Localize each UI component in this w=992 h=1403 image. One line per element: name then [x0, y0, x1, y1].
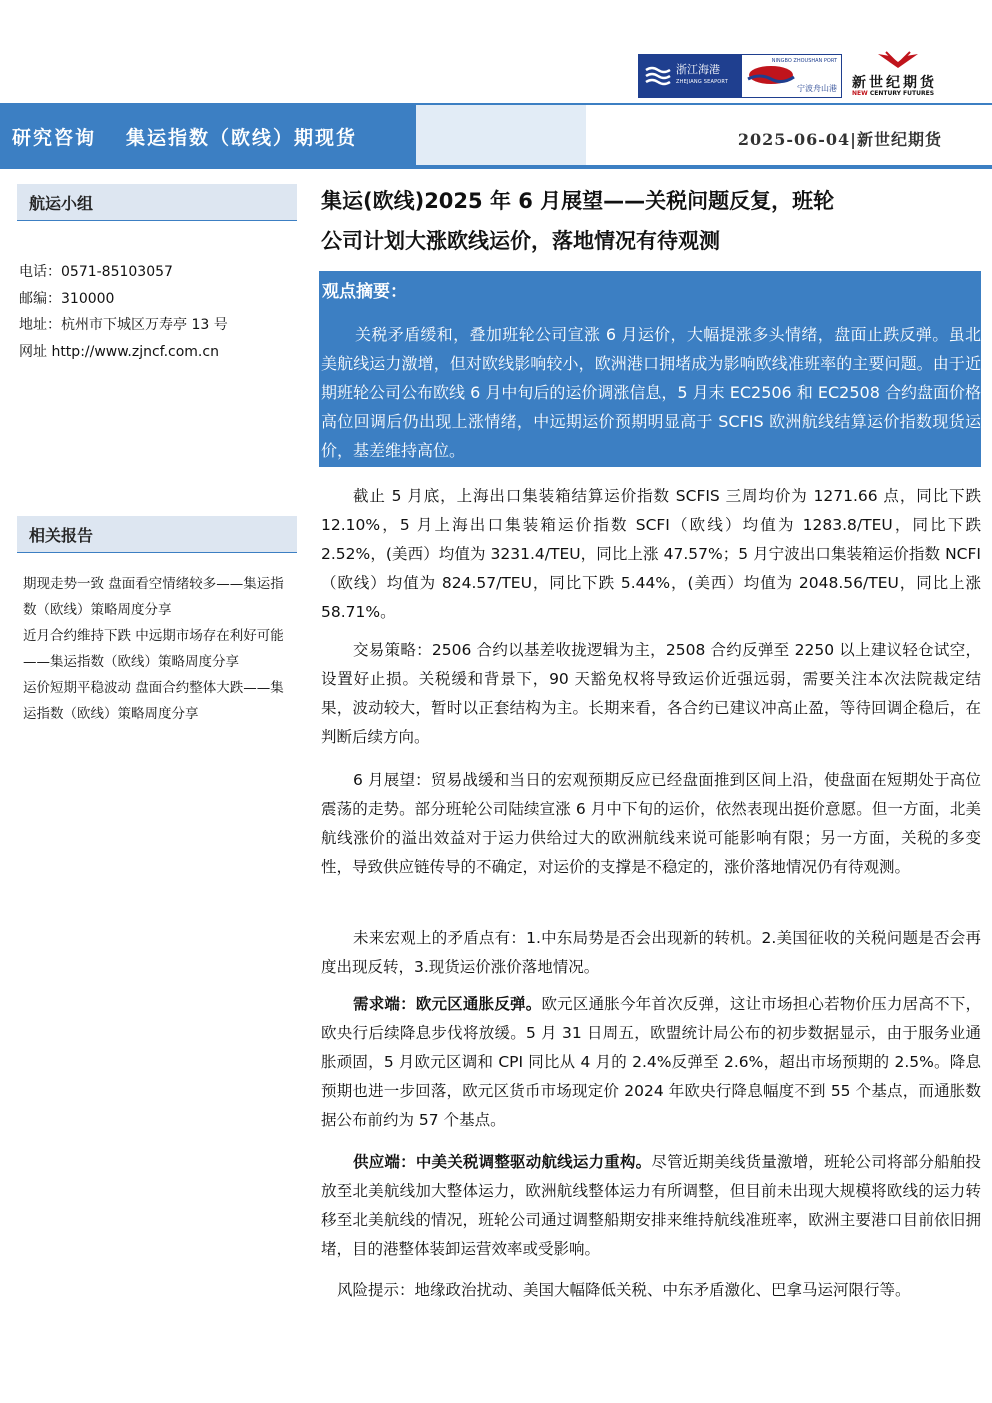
new-century-en-rest: CENTURY FUTURES — [867, 90, 935, 97]
contact-website[interactable]: 网址 http://www.zjncf.com.cn — [19, 343, 219, 360]
supply-side-text: 尽管近期美线货量激增，班轮公司将部分船舶投放至北美航线加大整体运力，欧洲航线整体运力有所调整，但目前未出现大规模将欧线的运力转移至北美航线的情况，班轮公司通过调整船期安排来维持航线准班率，欧洲主要港口目前依旧拥堵，目的港整体装卸运营效率或受影响。 — [321, 1153, 981, 1258]
ningbo-port-mark — [741, 54, 842, 98]
paragraph-june-outlook: 6 月展望：贸易战缓和当日的宏观预期反应已经盘面推到区间上沿，使盘面在短期处于高位震荡的走势。部分班轮公司陆续宣涨 6 月中下旬的运价，依然表现出挺价意愿。但一方面，北美航线涨价的溢出效益对于运力供给过大的欧洲航线来说可能影响有限；另一方面，关税的多变性，导致供应链传导的不确定，对运价的支撑是不稳定的，涨价落地情况仍有待观测。 — [321, 771, 981, 876]
report-date-source: 2025-06-04|新世纪期货 — [737, 130, 942, 149]
paragraph-demand-side — [321, 990, 981, 1135]
related-divider — [17, 552, 297, 553]
paragraph-macro-conflicts: 未来宏观上的矛盾点有：1.中东局势是否会出现新的转机。2.美国征收的关税问题是否会再度出现反转，3.现货运价涨价落地情况。 — [321, 929, 981, 976]
report-title-line1: 集运(欧线)2025 年 6 月展望——关税问题反复，班轮 — [321, 189, 835, 213]
report-product: 集运指数（欧线）期现货 — [126, 126, 358, 149]
ningbo-port-cn: 宁波舟山港 — [797, 84, 837, 93]
summary-heading: 观点摘要： — [322, 282, 407, 302]
related-report-item[interactable]: 运价短期平稳波动 盘面合约整体大跌——集运指数（欧线）策略周度分享 — [23, 680, 284, 722]
wave-icon — [644, 64, 672, 88]
contact-address: 地址：杭州市下城区万寿亭 13 号 — [19, 317, 228, 333]
ningbo-port-en: NINGBO ZHOUSHAN PORT — [771, 58, 837, 64]
related-report-item[interactable]: 近月合约维持下跌 中远期市场存在利好可能——集运指数（欧线）策略周度分享 — [23, 628, 284, 670]
header-right — [416, 103, 992, 169]
contact-postcode: 邮编：310000 — [19, 290, 115, 307]
paragraph-trading-strategy: 交易策略：2506 合约以基差收拢逻辑为主，2508 合约反弹至 2250 以上建议轻仓试空，设置好止损。关税缓和背景下，90 天豁免权将导致运价近强远弱，需要关注本次法院裁定结果，波动较大，暂时以正套结构为主。长期来看，各合约已建议冲高止盈，等待回调企稳后，在判断后续方向。 — [321, 641, 981, 746]
paragraph-supply-side — [321, 1148, 981, 1264]
demand-side-text: 欧元区通胀今年首次反弹，这让市场担心若物价压力居高不下，欧央行后续降息步伐将放缓。5 月 31 日周五，欧盟统计局公布的初步数据显示，由于服务业通胀顽固，5 月欧元区调和 CPI 同比从 4 月的 2.4%反弹至 2.6%，超出市场预期的 2.5%。降息预期也进一步回落，欧元区货币市场现定价 2024 年欧央行降息幅度不到 55 个基点，而通胀数据公布前约为 57 个基点。 — [321, 995, 981, 1129]
zhejiang-seaport-mark — [638, 54, 741, 98]
summary-body: 关税矛盾缓和，叠加班轮公司宣涨 6 月运价，大幅提涨多头情绪，盘面止跌反弹。虽北美航线运力激增，但对欧线影响较小，欧洲港口拥堵成为影响欧线准班率的主要问题。由于近期班轮公司公布欧线 6 月中旬后的运价调涨信息，5 月末 EC2506 和 EC2508 合约盘面价格高位回调后仍出现上涨情绪，中远期运价预期明显高于 SCFIS 欧洲航线结算运价指数现货运价，基差维持高位。 — [321, 325, 981, 460]
zhejiang-seaport-cn: 浙江海港 — [676, 63, 720, 76]
sun-wave-icon — [746, 61, 796, 91]
supply-side-heading: 供应端：中美关税调整驱动航线运力重构。 — [353, 1153, 652, 1171]
related-reports-list — [23, 571, 293, 727]
paragraph-freight-index: 截止 5 月底，上海出口集装箱结算运价指数 SCFIS 三周均价为 1271.66 点，同比下跌 12.10%，5 月上海出口集装箱运价指数 SCFI（欧线）均值为 1283.8/TEU，同比下跌 2.52%，(美西）均值为 3231.4/TEU，同比上涨 47.57%；5 月宁波出口集装箱运价指数 NCFI（欧线）均值为 824.57/TEU，同比下跌 5.44%，(美西）均值为 2048.56/TEU，同比上涨 58.71%。 — [321, 487, 981, 621]
header-gradient — [416, 105, 586, 167]
new-century-logo — [848, 50, 948, 100]
paragraph-risk-warning: 风险提示：地缘政治扰动、美国大幅降低关税、中东矛盾激化、巴拿马运河限行等。 — [337, 1281, 911, 1299]
related-report-item[interactable]: 期现走势一致 盘面看空情绪较多——集运指数（欧线）策略周度分享 — [23, 576, 284, 618]
report-category: 研究咨询 — [12, 126, 97, 149]
new-century-en — [852, 90, 934, 97]
demand-side-heading: 需求端：欧元区通胀反弹。 — [353, 995, 542, 1013]
wings-icon — [876, 50, 920, 72]
header-left — [0, 103, 416, 169]
new-century-en-new: NEW — [852, 90, 868, 97]
team-divider — [17, 220, 297, 221]
contact-phone: 电话：0571-85103057 — [19, 264, 173, 280]
header-bar — [0, 103, 992, 169]
report-title — [321, 181, 971, 261]
zhejiang-seaport-en: ZHEJIANG SEAPORT — [676, 79, 728, 85]
new-century-cn: 新世纪期货 — [852, 75, 937, 91]
summary-box — [319, 271, 981, 467]
related-reports-title: 相关报告 — [17, 516, 297, 552]
team-title: 航运小组 — [17, 184, 297, 220]
report-title-line2: 公司计划大涨欧线运价，落地情况有待观测 — [321, 229, 720, 253]
contact-info — [19, 259, 299, 365]
header-underline — [416, 165, 992, 169]
zhejiang-seaport-logo — [638, 54, 842, 98]
